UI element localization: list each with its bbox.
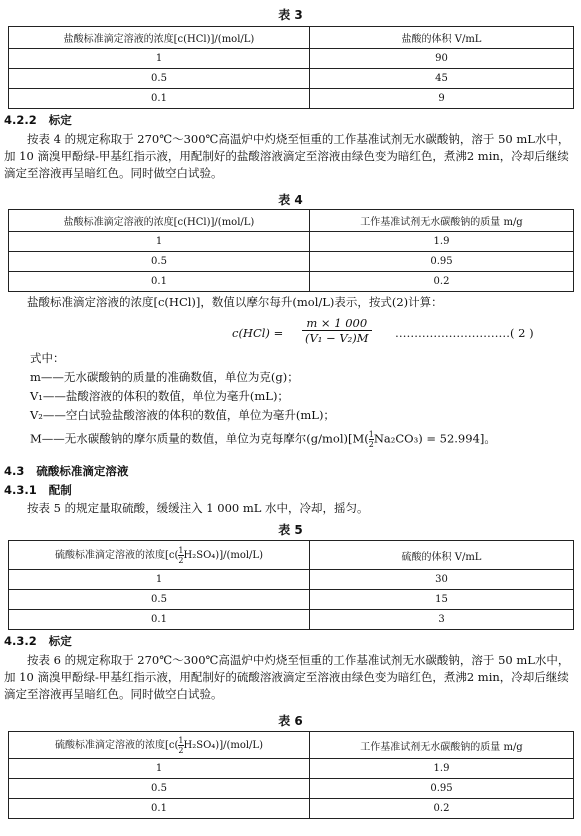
- table-cell: 0.1: [9, 799, 310, 819]
- table-cell: 0.1: [9, 272, 310, 292]
- section-title: 标定: [48, 113, 72, 127]
- table-5-caption: 表 5: [278, 523, 303, 537]
- table-row: [9, 69, 574, 89]
- formula-tag: …………………………( 2 ): [395, 326, 534, 340]
- table-cell: 1: [9, 49, 310, 69]
- table-3: [8, 26, 574, 109]
- table-6: [8, 731, 574, 819]
- table-header: 盐酸的体积 V/mL: [310, 27, 574, 49]
- section-heading-4-3-1: [4, 482, 72, 498]
- table-header: [9, 541, 310, 570]
- fraction-numerator: 1: [178, 735, 184, 745]
- section-title: 配制: [48, 483, 72, 497]
- table-row: [9, 272, 574, 292]
- header-text-end: H₂SO₄)]/(mol/L): [183, 739, 263, 751]
- formula-numerator: m × 1 000: [302, 316, 372, 331]
- table-cell: 9: [310, 89, 574, 109]
- fraction-denominator: 2: [368, 440, 374, 449]
- section-number: 4.3: [4, 464, 25, 478]
- fraction-denominator: 2: [178, 555, 184, 565]
- variable-v2: V₂——空白试验盐酸溶液的体积的数值，单位为毫升(mL)；: [30, 408, 335, 422]
- header-text-end: H₂SO₄)]/(mol/L): [183, 549, 263, 561]
- section-title: 硫酸标准滴定溶液: [36, 464, 129, 478]
- table-row: [9, 610, 574, 630]
- variable-m: m——无水碳酸钠的质量的准确数值，单位为克(g)；: [30, 370, 299, 384]
- section-number: 4.2.2: [4, 113, 37, 127]
- table-cell: 0.95: [310, 779, 574, 799]
- formula-fraction: [302, 316, 372, 345]
- table-header: 盐酸标准滴定溶液的浓度[c(HCl)]/(mol/L): [9, 210, 310, 232]
- fraction-denominator: 2: [178, 745, 184, 755]
- table-cell: 0.5: [9, 69, 310, 89]
- section-title: 标定: [48, 634, 72, 648]
- variable-v1: V₁——盐酸溶液的体积的数值，单位为毫升(mL)；: [30, 389, 289, 403]
- table-cell: 30: [310, 570, 574, 590]
- header-text: 硫酸标准滴定溶液的浓度[c(: [55, 739, 179, 751]
- table-cell: 1.9: [310, 232, 574, 252]
- table-row: [9, 252, 574, 272]
- table-header: 工作基准试剂无水碳酸钠的质量 m/g: [310, 210, 574, 232]
- header-text: 硫酸标准滴定溶液的浓度[c(: [55, 549, 179, 561]
- table-cell: 45: [310, 69, 574, 89]
- table-cell: 0.5: [9, 252, 310, 272]
- table-cell: 0.1: [9, 610, 310, 630]
- paragraph-4-3-2: 按表 6 的规定称取于 270℃～300℃高温炉中灼烧至恒重的工作基准试剂无水碳酸钠，溶于 50 mL水中，加 10 滴溴甲酚绿-甲基红指示液，用配制好的硫酸溶液滴定至溶液由绿色变为暗红色，煮沸2 min，冷却后继续滴定至溶液再呈暗红色。同时做空白试验。: [4, 653, 570, 701]
- section-heading-4-2-2: [4, 112, 72, 128]
- calculation-intro: 盐酸标准滴定溶液的浓度[c(HCl)]，数值以摩尔每升(mol/L)表示，按式(2)计算：: [27, 295, 443, 309]
- table-6-caption: 表 6: [278, 714, 303, 728]
- table-cell: 15: [310, 590, 574, 610]
- table-header: 盐酸标准滴定溶液的浓度[c(HCl)]/(mol/L): [9, 27, 310, 49]
- table-cell: 1: [9, 759, 310, 779]
- section-number: 4.3.2: [4, 634, 37, 648]
- section-heading-4-3: [4, 463, 128, 479]
- table-cell: 3: [310, 610, 574, 630]
- variable-list: [30, 368, 570, 425]
- table-row: [9, 570, 574, 590]
- table-row: [9, 799, 574, 819]
- table-cell: 0.2: [310, 799, 574, 819]
- section-number: 4.3.1: [4, 483, 37, 497]
- table-cell: 90: [310, 49, 574, 69]
- paragraph-4-3-1: 按表 5 的规定量取硫酸，缓缓注入 1 000 mL 水中，冷却，摇匀。: [27, 501, 369, 515]
- table-cell: 1: [9, 232, 310, 252]
- fraction-numerator: 1: [368, 430, 374, 439]
- formula-lhs: c(HCl) =: [232, 326, 284, 340]
- table-cell: 0.2: [310, 272, 574, 292]
- table-row: [9, 49, 574, 69]
- where-label: 式中：: [30, 351, 65, 365]
- table-row: [9, 759, 574, 779]
- table-cell: 0.5: [9, 590, 310, 610]
- variable-M-text-end: Na₂CO₃) = 52.994]。: [373, 431, 496, 446]
- table-header: 硫酸的体积 V/mL: [310, 541, 574, 570]
- table-row: [9, 232, 574, 252]
- table-3-caption: 表 3: [278, 8, 303, 22]
- table-row: [9, 590, 574, 610]
- table-cell: 1: [9, 570, 310, 590]
- table-header: 工作基准试剂无水碳酸钠的质量 m/g: [310, 732, 574, 759]
- table-cell: 1.9: [310, 759, 574, 779]
- table-4: [8, 209, 574, 292]
- variable-M-text: M——无水碳酸钠的摩尔质量的数值，单位为克每摩尔(g/mol)[M(: [30, 431, 369, 446]
- table-4-caption: 表 4: [278, 193, 303, 207]
- table-cell: 0.5: [9, 779, 310, 799]
- table-row: [9, 779, 574, 799]
- table-cell: 0.1: [9, 89, 310, 109]
- table-cell: 0.95: [310, 252, 574, 272]
- variable-M: [30, 430, 575, 449]
- paragraph-4-2-2: 按表 4 的规定称取于 270℃～300℃高温炉中灼烧至恒重的工作基准试剂无水碳酸钠，溶于 50 mL水中，加 10 滴溴甲酚绿-甲基红指示液，用配制好的盐酸溶液滴定至溶液由绿色变为暗红色，煮沸2 min，冷却后继续滴定至溶液再呈暗红色。同时做空白试验。: [4, 132, 570, 180]
- formula-denominator: (V₁ − V₂)M: [305, 331, 369, 345]
- table-header: [9, 732, 310, 759]
- section-heading-4-3-2: [4, 633, 72, 649]
- table-row: [9, 89, 574, 109]
- fraction-numerator: 1: [178, 545, 184, 555]
- table-5: [8, 540, 574, 630]
